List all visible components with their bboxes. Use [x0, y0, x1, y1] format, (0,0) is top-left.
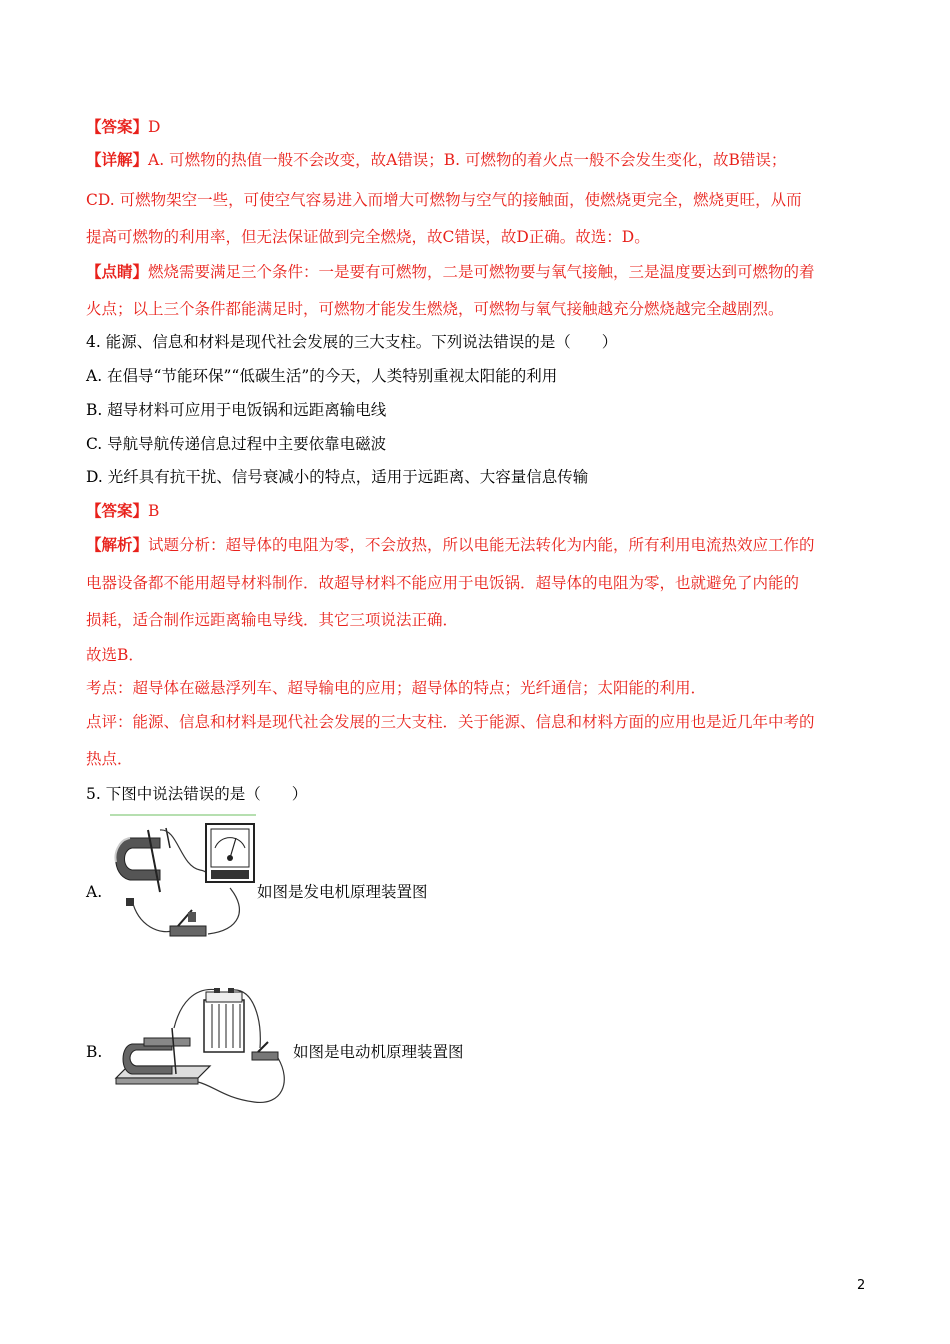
q4-dianping-line1: 点评：能源、信息和材料是现代社会发展的三大支柱．关于能源、信息和材料方面的应用也是近几年中考的 [86, 713, 815, 731]
q4-analysis-line2: 电器设备都不能用超导材料制作．故超导材料不能应用于电饭锅．超导体的电阻为零，也就避免了内能的 [86, 574, 800, 592]
tip-tag: 【点睛】 [86, 262, 149, 281]
page-number: 2 [857, 1278, 866, 1293]
detail-tag: 【详解】 [86, 150, 149, 169]
q3-detail-line2: CD. 可燃物架空一些，可使空气容易进入而增大可燃物与空气的接触面，使燃烧更完全，燃烧更旺，从而 [86, 191, 802, 209]
q4-option-b: B. 超导材料可应用于电饭锅和远距离输电线 [86, 401, 387, 419]
q3-answer [86, 117, 876, 137]
q3-detail-line1: 【详解】A. 可燃物的热值一般不会改变，故A错误；B. 可燃物的着火点一般不会发生变化，故B错误； [86, 150, 787, 169]
generator-diagram [108, 818, 258, 943]
q4-analysis-line1: 【解析】试题分析：超导体的电阻为零，不会放热，所以电能无法转化为内能，所有利用电流热效应工作的 [86, 535, 815, 554]
answer-value: D [148, 118, 161, 136]
analysis-tag: 【解析】 [86, 535, 149, 554]
battery-shape [204, 988, 244, 1052]
divider [110, 814, 256, 816]
q4-stem: 4. 能源、信息和材料是现代社会发展的三大支柱。下列说法错误的是（ ） [86, 333, 618, 351]
q3-tip-line2: 火点；以上三个条件都能满足时，可燃物才能发生燃烧，可燃物与氧气接触越充分燃烧越完全越剧烈。 [86, 300, 784, 318]
q4-kaodian: 考点：超导体在磁悬浮列车、超导输电的应用；超导体的特点；光纤通信；太阳能的利用． [86, 679, 707, 697]
answer-tag: 【答案】 [86, 501, 149, 520]
q4-dianping-line2: 热点． [86, 750, 133, 768]
q4-answer [86, 501, 876, 521]
meter-shape [206, 824, 254, 882]
q5-option-a-label: A. [86, 883, 103, 901]
q4-analysis-line3: 损耗，适合制作远距离输电导线．其它三项说法正确． [86, 611, 459, 629]
q4-option-c: C. 导航导航传递信息过程中主要依靠电磁波 [86, 435, 387, 453]
q5-stem: 5. 下图中说法错误的是（ ） [86, 785, 308, 803]
q5-option-b-label: B. [86, 1043, 103, 1061]
switch-shape [170, 910, 206, 936]
answer-tag: 【答案】 [86, 117, 149, 136]
q5-option-b-text: 如图是电动机原理装置图 [293, 1043, 464, 1061]
q4-option-a: A. 在倡导“节能环保”“低碳生活”的今天，人类特别重视太阳能的利用 [86, 367, 558, 385]
q5-option-a-text: 如图是发电机原理装置图 [257, 883, 428, 901]
q4-analysis-line4: 故选B． [86, 646, 144, 664]
q4-option-d: D. 光纤具有抗干扰、信号衰减小的特点，适用于远距离、大容量信息传输 [86, 468, 589, 486]
answer-value: B [148, 502, 160, 520]
motor-diagram [114, 986, 294, 1108]
q3-detail-line3: 提高可燃物的利用率，但无法保证做到完全燃烧，故C错误，故D正确。故选：D。 [86, 228, 650, 246]
switch-shape [252, 1042, 278, 1060]
q3-tip-line1: 【点睛】燃烧需要满足三个条件：一是要有可燃物，二是可燃物要与氧气接触，三是温度要达到可燃物的着 [86, 262, 815, 281]
